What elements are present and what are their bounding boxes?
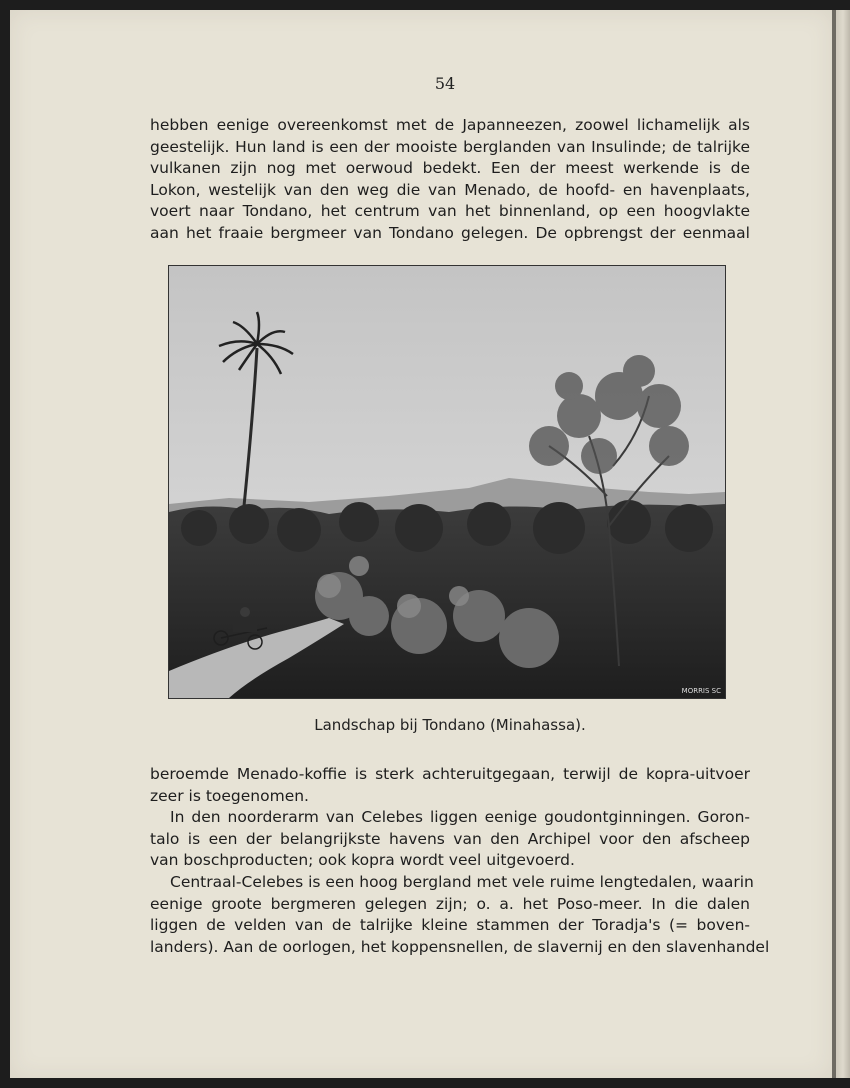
text-line: talo is een der belangrijkste havens van den Archipel voor den afscheep bbox=[150, 829, 750, 848]
photo-credit: MORRIS SC bbox=[681, 687, 721, 695]
text-line: hebben eenige overeenkomst met de Japanneezen, zoowel lichamelijk als bbox=[150, 116, 750, 134]
text-line: van boschproducten; ook kopra wordt veel uitgevoerd. bbox=[150, 851, 575, 870]
text-line: voert naar Tondano, het centrum van het binnenland, op een hoogvlakte bbox=[150, 202, 750, 221]
paragraph-bottom bbox=[150, 764, 770, 958]
text-line: In den noorderarm van Celebes liggen eenige goudontginningen. Goron- bbox=[170, 808, 750, 827]
figure-caption: Landschap bij Tondano (Minahassa). bbox=[314, 716, 586, 734]
text-line: eenige groote bergmeren gelegen zijn; o. a. het Poso-meer. In die dalen bbox=[150, 894, 750, 913]
text-line: Lokon, westelijk van den weg die van Menado, de hoofd- en havenplaats, bbox=[150, 180, 750, 199]
text-line: liggen de velden van de talrijke kleine stammen der Toradja's (= boven- bbox=[150, 916, 750, 935]
text-line: vulkanen zijn nog met oerwoud bedekt. Een der meest werkende is de bbox=[150, 159, 750, 178]
paragraph-top bbox=[150, 115, 750, 245]
text-line: Centraal-Celebes is een hoog bergland met vele ruime lengtedalen, waarin bbox=[170, 872, 754, 891]
text-line: aan het fraaie bergmeer van Tondano gelegen. De opbrengst der eenmaal bbox=[150, 223, 750, 242]
page-number: 54 bbox=[434, 74, 456, 93]
text-line: beroemde Menado-koffie is sterk achteruitgegaan, terwijl de kopra-uitvoer bbox=[150, 765, 750, 783]
page-edge bbox=[836, 10, 850, 1078]
text-line: zeer is toegenomen. bbox=[150, 786, 309, 805]
landscape-photo bbox=[168, 265, 726, 699]
text-line: geestelijk. Hun land is een der mooiste berglanden van Insulinde; de talrijke bbox=[150, 137, 750, 156]
text-line: landers). Aan de oorlogen, het koppensnellen, de slavernij en den slavenhandel bbox=[150, 937, 770, 956]
